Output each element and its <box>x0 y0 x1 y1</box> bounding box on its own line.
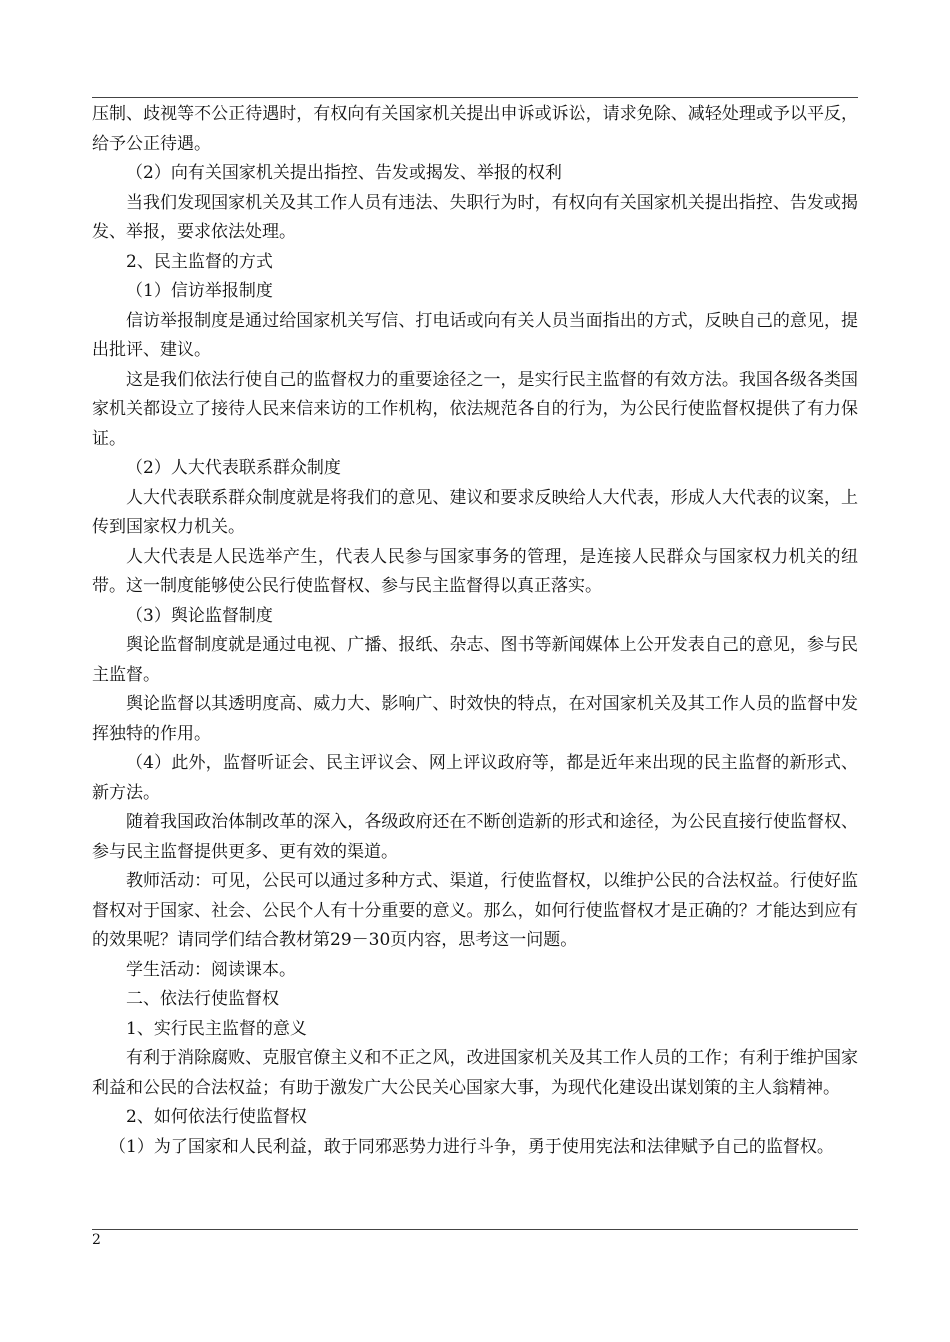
header-rule <box>92 97 858 98</box>
sub-heading: （1）信访举报制度 <box>126 281 273 301</box>
section-heading: 2、民主监督的方式 <box>126 251 273 272</box>
paragraph: 教师活动：可见，公民可以通过多种方式、渠道，行使监督权，以维护公民的合法权益。行使好监督权对于国家、社会、公民个人有十分重要的意义。那么，如何行使监督权才是正确的？才能达到应有的效果呢？请同学们结合教材第29－30页内容，思考这一问题。 <box>92 871 858 950</box>
paragraph: 人大代表联系群众制度就是将我们的意见、建议和要求反映给人大代表，形成人大代表的议案，上传到国家权力机关。 <box>92 487 858 537</box>
sub-heading: （3）舆论监督制度 <box>126 605 273 626</box>
body-text <box>92 100 858 1162</box>
section-heading: 二、依法行使监督权 <box>126 989 279 1009</box>
paragraph: 有利于消除腐败、克服官僚主义和不正之风，改进国家机关及其工作人员的工作；有利于维护国家利益和公民的合法权益；有助于激发广大公民关心国家大事，为现代化建设出谋划策的主人翁精神。 <box>92 1048 858 1098</box>
sub-heading: 2、如何依法行使监督权 <box>126 1107 307 1127</box>
paragraph: 舆论监督制度就是通过电视、广播、报纸、杂志、图书等新闻媒体上公开发表自己的意见，参与民主监督。 <box>92 635 858 685</box>
sub-heading: 1、实行民主监督的意义 <box>126 1018 307 1039</box>
paragraph: 人大代表是人民选举产生，代表人民参与国家事务的管理，是连接人民群众与国家权力机关的纽带。这一制度能够使公民行使监督权、参与民主监督得以真正落实。 <box>92 546 858 596</box>
paragraph: 这是我们依法行使自己的监督权力的重要途径之一，是实行民主监督的有效方法。我国各级各类国家机关都设立了接待人民来信来访的工作机构，依法规范各自的行为，为公民行使监督权提供了有力保证。 <box>92 369 858 449</box>
paragraph: 信访举报制度是通过给国家机关写信、打电话或向有关人员当面指出的方式，反映自己的意见，提出批评、建议。 <box>92 310 858 360</box>
paragraph: 随着我国政治体制改革的深入，各级政府还在不断创造新的形式和途径，为公民直接行使监督权、参与民主监督提供更多、更有效的渠道。 <box>92 812 858 862</box>
paragraph: 学生活动：阅读课本。 <box>126 959 296 980</box>
paragraph: 舆论监督以其透明度高、威力大、影响广、时效快的特点，在对国家机关及其工作人员的监督中发挥独特的作用。 <box>92 694 858 744</box>
paragraph: （2）向有关国家机关提出指控、告发或揭发、举报的权利 <box>126 163 562 183</box>
sub-heading: （2）人大代表联系群众制度 <box>126 458 341 478</box>
paragraph: 压制、歧视等不公正待遇时，有权向有关国家机关提出申诉或诉讼，请求免除、减轻处理或予以平反，给予公正待遇。 <box>92 104 858 154</box>
paragraph: （4）此外，监督听证会、民主评议会、网上评议政府等，都是近年来出现的民主监督的新形式、新方法。 <box>92 753 858 803</box>
paragraph: 当我们发现国家机关及其工作人员有违法、失职行为时，有权向有关国家机关提出指控、告发或揭发、举报，要求依法处理。 <box>92 192 858 242</box>
footer-rule <box>92 1229 858 1230</box>
paragraph: （1）为了国家和人民利益，敢于同邪恶势力进行斗争，勇于使用宪法和法律赋予自己的监督权。 <box>109 1136 834 1157</box>
page-number: 2 <box>92 1232 101 1248</box>
